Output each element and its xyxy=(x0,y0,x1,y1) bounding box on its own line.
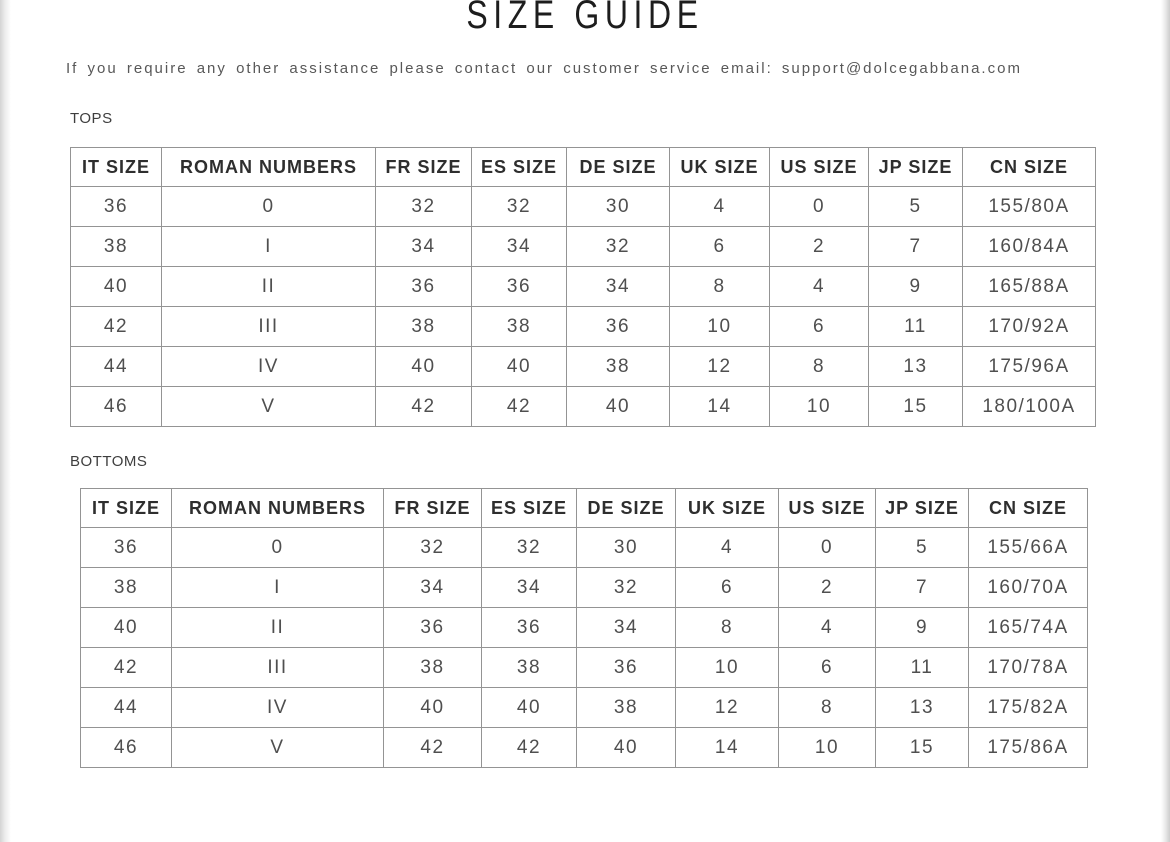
size-cell: 40 xyxy=(482,688,577,728)
size-row xyxy=(71,307,1096,347)
size-cell: 0 xyxy=(162,187,376,227)
size-row xyxy=(71,187,1096,227)
size-cell: 180/100A xyxy=(963,387,1096,427)
size-cell: 14 xyxy=(670,387,770,427)
size-cell: 42 xyxy=(482,728,577,768)
column-header: ROMAN NUMBERS xyxy=(172,489,384,528)
screen-edge-left-shade xyxy=(0,0,11,842)
column-header: FR SIZE xyxy=(384,489,482,528)
size-cell: 42 xyxy=(384,728,482,768)
tops-section-label: TOPS xyxy=(70,110,113,127)
size-cell: 4 xyxy=(676,528,779,568)
size-cell: 42 xyxy=(81,648,172,688)
size-cell: 15 xyxy=(869,387,963,427)
size-cell: 36 xyxy=(472,267,567,307)
size-cell: 40 xyxy=(577,728,676,768)
size-cell: 0 xyxy=(770,187,869,227)
size-cell: IV xyxy=(162,347,376,387)
size-cell: 38 xyxy=(472,307,567,347)
size-cell: 40 xyxy=(71,267,162,307)
bottoms-section-label: BOTTOMS xyxy=(70,453,148,470)
size-cell: V xyxy=(162,387,376,427)
size-cell: 38 xyxy=(384,648,482,688)
size-cell: 8 xyxy=(670,267,770,307)
size-cell: 10 xyxy=(670,307,770,347)
column-header: ES SIZE xyxy=(472,148,567,187)
size-cell: 40 xyxy=(384,688,482,728)
size-cell: 34 xyxy=(376,227,472,267)
size-cell: 42 xyxy=(376,387,472,427)
bottoms-size-table xyxy=(80,488,1088,768)
screen-edge-right-shade xyxy=(1161,0,1170,842)
size-cell: 40 xyxy=(376,347,472,387)
size-cell: 165/88A xyxy=(963,267,1096,307)
size-cell: 9 xyxy=(876,608,969,648)
size-cell: 14 xyxy=(676,728,779,768)
header-row xyxy=(81,489,1088,528)
size-row xyxy=(81,568,1088,608)
size-cell: 12 xyxy=(670,347,770,387)
size-cell: 7 xyxy=(869,227,963,267)
size-cell: 11 xyxy=(869,307,963,347)
customer-service-note: If you require any other assistance please contact our customer service email: support@dolcegabbana.com xyxy=(66,60,1022,77)
size-row xyxy=(81,528,1088,568)
size-cell: 11 xyxy=(876,648,969,688)
size-cell: 2 xyxy=(770,227,869,267)
header-row xyxy=(71,148,1096,187)
size-cell: II xyxy=(162,267,376,307)
column-header: ROMAN NUMBERS xyxy=(162,148,376,187)
column-header: DE SIZE xyxy=(577,489,676,528)
size-cell: I xyxy=(172,568,384,608)
size-row xyxy=(81,688,1088,728)
size-cell: 2 xyxy=(779,568,876,608)
size-cell: 40 xyxy=(81,608,172,648)
column-header: ES SIZE xyxy=(482,489,577,528)
size-cell: 155/80A xyxy=(963,187,1096,227)
size-cell: 13 xyxy=(869,347,963,387)
column-header: UK SIZE xyxy=(676,489,779,528)
size-cell: 32 xyxy=(577,568,676,608)
tops-size-table xyxy=(70,147,1096,427)
size-cell: 4 xyxy=(770,267,869,307)
size-cell: 40 xyxy=(472,347,567,387)
size-cell: 38 xyxy=(567,347,670,387)
column-header: IT SIZE xyxy=(81,489,172,528)
size-cell: 32 xyxy=(376,187,472,227)
size-cell: 34 xyxy=(577,608,676,648)
size-cell: 175/96A xyxy=(963,347,1096,387)
size-cell: 46 xyxy=(71,387,162,427)
size-cell: 42 xyxy=(71,307,162,347)
size-cell: 10 xyxy=(770,387,869,427)
column-header: US SIZE xyxy=(770,148,869,187)
size-row xyxy=(71,267,1096,307)
size-cell: 10 xyxy=(676,648,779,688)
column-header: CN SIZE xyxy=(969,489,1088,528)
column-header: JP SIZE xyxy=(876,489,969,528)
size-cell: 170/92A xyxy=(963,307,1096,347)
size-row xyxy=(71,387,1096,427)
size-cell: 32 xyxy=(384,528,482,568)
size-cell: 38 xyxy=(482,648,577,688)
size-cell: 0 xyxy=(779,528,876,568)
size-cell: 36 xyxy=(81,528,172,568)
size-cell: 8 xyxy=(779,688,876,728)
size-cell: 30 xyxy=(577,528,676,568)
size-cell: 4 xyxy=(779,608,876,648)
size-cell: II xyxy=(172,608,384,648)
size-cell: 42 xyxy=(472,387,567,427)
size-cell: 155/66A xyxy=(969,528,1088,568)
column-header: DE SIZE xyxy=(567,148,670,187)
size-cell: 34 xyxy=(384,568,482,608)
size-cell: 5 xyxy=(876,528,969,568)
size-cell: 9 xyxy=(869,267,963,307)
size-cell: 12 xyxy=(676,688,779,728)
size-cell: 44 xyxy=(81,688,172,728)
column-header: JP SIZE xyxy=(869,148,963,187)
size-cell: 165/74A xyxy=(969,608,1088,648)
size-cell: 4 xyxy=(670,187,770,227)
size-row xyxy=(81,648,1088,688)
column-header: US SIZE xyxy=(779,489,876,528)
column-header: UK SIZE xyxy=(670,148,770,187)
size-cell: 34 xyxy=(482,568,577,608)
size-cell: 6 xyxy=(670,227,770,267)
size-cell: 40 xyxy=(567,387,670,427)
size-cell: 32 xyxy=(567,227,670,267)
size-cell: 6 xyxy=(770,307,869,347)
size-row xyxy=(71,227,1096,267)
size-cell: 6 xyxy=(779,648,876,688)
size-cell: 38 xyxy=(376,307,472,347)
size-cell: 36 xyxy=(567,307,670,347)
size-cell: 160/84A xyxy=(963,227,1096,267)
size-cell: I xyxy=(162,227,376,267)
size-cell: 38 xyxy=(81,568,172,608)
size-cell: V xyxy=(172,728,384,768)
size-cell: 7 xyxy=(876,568,969,608)
size-cell: 5 xyxy=(869,187,963,227)
size-row xyxy=(81,728,1088,768)
size-cell: 36 xyxy=(577,648,676,688)
size-cell: III xyxy=(162,307,376,347)
size-cell: 8 xyxy=(676,608,779,648)
size-cell: 175/82A xyxy=(969,688,1088,728)
size-cell: 160/70A xyxy=(969,568,1088,608)
size-row xyxy=(81,608,1088,648)
size-cell: III xyxy=(172,648,384,688)
size-row xyxy=(71,347,1096,387)
size-cell: 170/78A xyxy=(969,648,1088,688)
size-cell: 36 xyxy=(376,267,472,307)
size-cell: 36 xyxy=(384,608,482,648)
column-header: FR SIZE xyxy=(376,148,472,187)
size-cell: 44 xyxy=(71,347,162,387)
size-cell: 38 xyxy=(71,227,162,267)
size-cell: 15 xyxy=(876,728,969,768)
size-cell: 0 xyxy=(172,528,384,568)
size-cell: 36 xyxy=(482,608,577,648)
size-cell: 10 xyxy=(779,728,876,768)
size-cell: 32 xyxy=(482,528,577,568)
size-cell: 32 xyxy=(472,187,567,227)
column-header: CN SIZE xyxy=(963,148,1096,187)
size-cell: 38 xyxy=(577,688,676,728)
size-cell: 175/86A xyxy=(969,728,1088,768)
page-title: SIZE GUIDE xyxy=(466,0,704,37)
size-cell: IV xyxy=(172,688,384,728)
size-cell: 34 xyxy=(567,267,670,307)
size-cell: 13 xyxy=(876,688,969,728)
size-cell: 8 xyxy=(770,347,869,387)
size-cell: 34 xyxy=(472,227,567,267)
size-cell: 36 xyxy=(71,187,162,227)
column-header: IT SIZE xyxy=(71,148,162,187)
size-cell: 6 xyxy=(676,568,779,608)
size-cell: 30 xyxy=(567,187,670,227)
size-cell: 46 xyxy=(81,728,172,768)
